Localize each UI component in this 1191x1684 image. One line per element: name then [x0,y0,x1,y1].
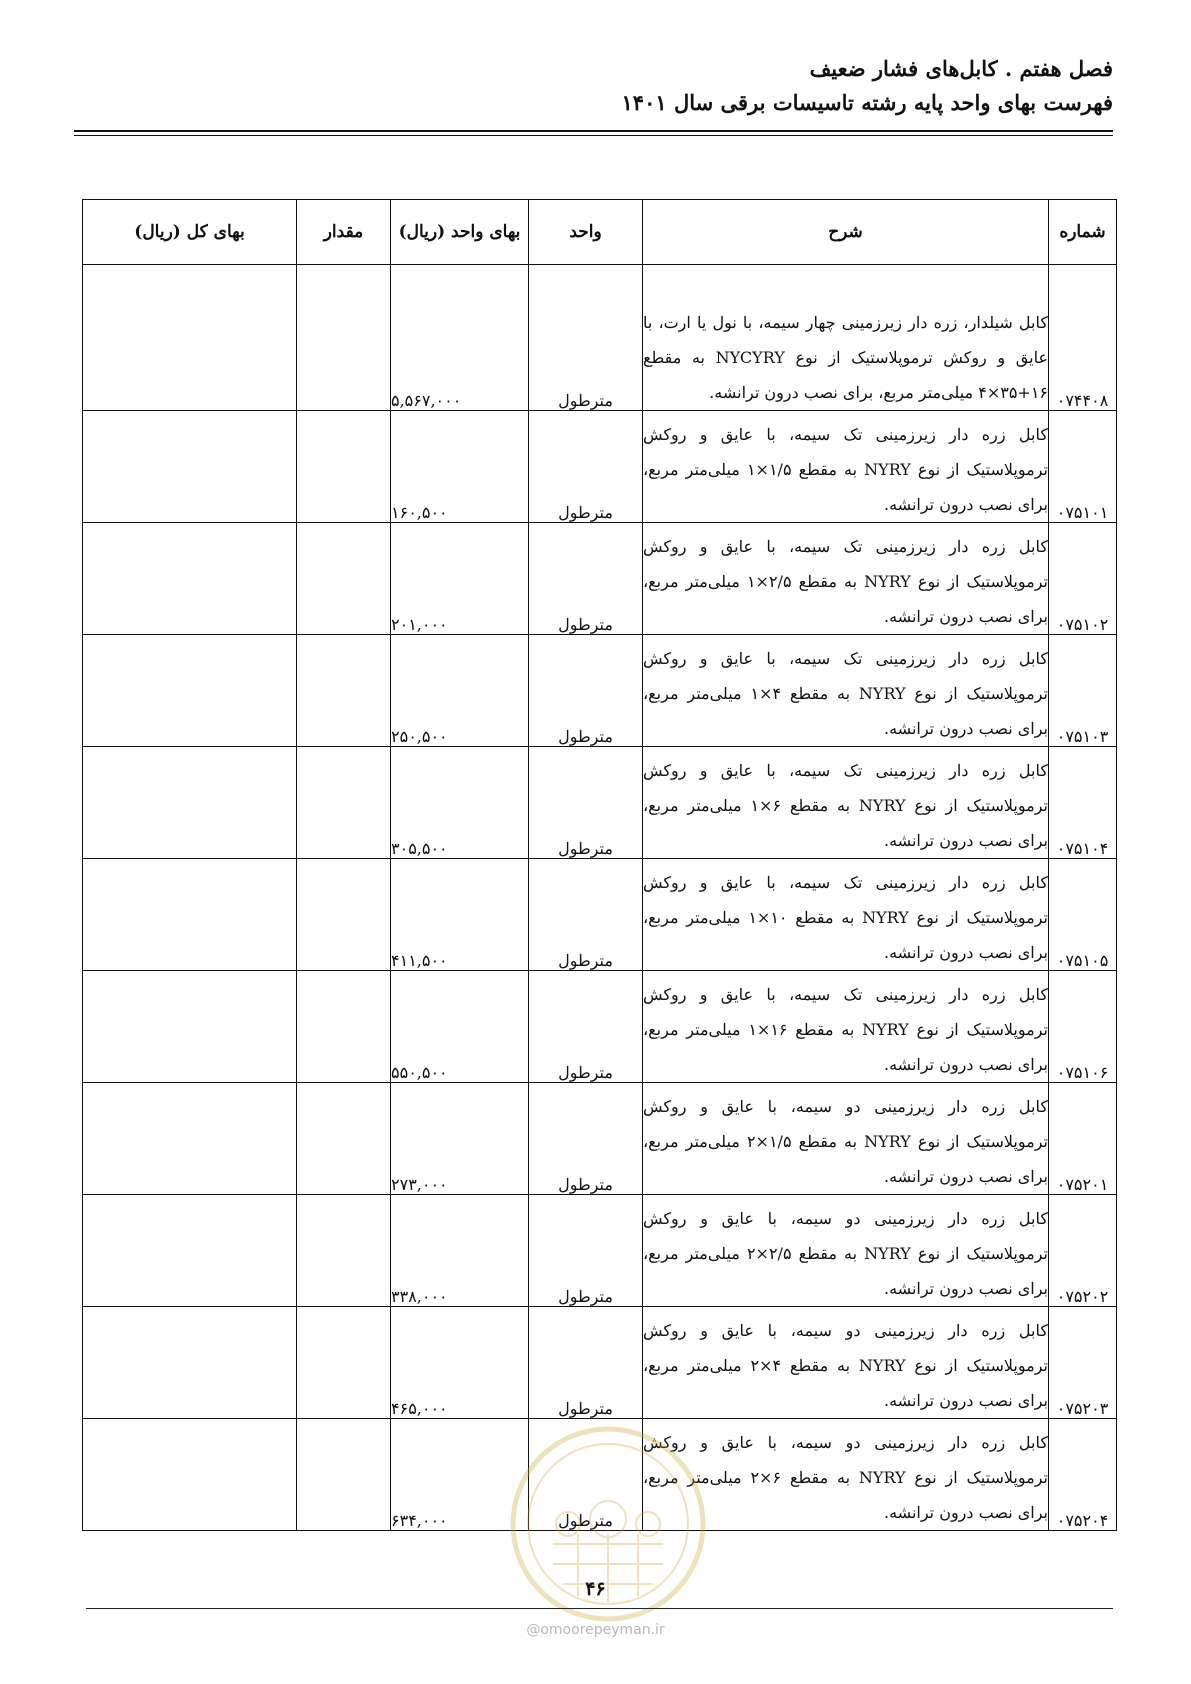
price-table [82,199,1117,1531]
header-rule-thick [74,130,1113,132]
header-rule-thin [74,135,1113,136]
item-total-price [83,747,297,859]
footer-rule [86,1608,1113,1609]
item-total-price [83,971,297,1083]
table-row [83,1083,1117,1195]
item-quantity [297,747,391,859]
item-unit: مترطول [529,635,643,747]
table-row [83,747,1117,859]
item-quantity [297,859,391,971]
item-description: کابل شیلدار، زره دار زیرزمینی چهار سیمه، با نول یا ارت، با عایق و روکش ترموپلاستیک از نوع NYCYRY به مقطع ۱۶+۳۵×۴ میلی‌متر مربع، برای نصب درون ترانشه. [643,265,1049,411]
item-unit: مترطول [529,1419,643,1531]
item-code: ۰۷۵۲۰۲ [1049,1195,1117,1307]
header-unit: واحد [529,200,643,265]
item-unit-price: ۶۳۴,۰۰۰ [391,1419,529,1531]
page-header [78,52,1113,120]
item-unit: مترطول [529,1307,643,1419]
item-total-price [83,1083,297,1195]
item-description: کابل زره دار زیرزمینی تک سیمه، با عایق و روکش ترموپلاستیک از نوع NYRY به مقطع ۴×۱ میلی‌متر مربع، برای نصب درون ترانشه. [643,635,1049,747]
item-code: ۰۷۵۲۰۳ [1049,1307,1117,1419]
header-quantity: مقدار [297,200,391,265]
item-total-price [83,1307,297,1419]
item-unit: مترطول [529,265,643,411]
item-unit-price: ۳۰۵,۵۰۰ [391,747,529,859]
item-unit: مترطول [529,859,643,971]
item-total-price [83,1419,297,1531]
table-row [83,635,1117,747]
table-row [83,1195,1117,1307]
watermark-text: @omoorepeyman.ir [526,1622,665,1638]
item-unit: مترطول [529,747,643,859]
item-unit: مترطول [529,971,643,1083]
item-code: ۰۷۵۱۰۵ [1049,859,1117,971]
item-unit-price: ۲۰۱,۰۰۰ [391,523,529,635]
item-total-price [83,859,297,971]
item-quantity [297,1083,391,1195]
item-code: ۰۷۵۱۰۳ [1049,635,1117,747]
item-code: ۰۷۵۲۰۴ [1049,1419,1117,1531]
header-description: شرح [643,200,1049,265]
item-quantity [297,523,391,635]
item-unit-price: ۵,۵۶۷,۰۰۰ [391,265,529,411]
item-quantity [297,411,391,523]
table-row [83,971,1117,1083]
item-quantity [297,265,391,411]
item-unit: مترطول [529,1195,643,1307]
item-description: کابل زره دار زیرزمینی دو سیمه، با عایق و روکش ترموپلاستیک از نوع NYRY به مقطع ۱/۵×۲ میلی‌متر مربع، برای نصب درون ترانشه. [643,1083,1049,1195]
item-total-price [83,523,297,635]
item-unit-price: ۱۶۰,۵۰۰ [391,411,529,523]
item-unit-price: ۳۳۸,۰۰۰ [391,1195,529,1307]
item-code: ۰۷۵۱۰۶ [1049,971,1117,1083]
item-unit: مترطول [529,411,643,523]
item-description: کابل زره دار زیرزمینی دو سیمه، با عایق و روکش ترموپلاستیک از نوع NYRY به مقطع ۴×۲ میلی‌متر مربع، برای نصب درون ترانشه. [643,1307,1049,1419]
item-quantity [297,1419,391,1531]
table-row [83,859,1117,971]
item-total-price [83,635,297,747]
item-description: کابل زره دار زیرزمینی تک سیمه، با عایق و روکش ترموپلاستیک از نوع NYRY به مقطع ۱۶×۱ میلی‌متر مربع، برای نصب درون ترانشه. [643,971,1049,1083]
item-unit-price: ۴۶۵,۰۰۰ [391,1307,529,1419]
item-code: ۰۷۴۴۰۸ [1049,265,1117,411]
table-row [83,411,1117,523]
item-unit: مترطول [529,1083,643,1195]
header-number: شماره [1049,200,1117,265]
item-quantity [297,1307,391,1419]
page-number: ۴۶ [585,1578,606,1600]
item-quantity [297,635,391,747]
table-row [83,265,1117,411]
item-unit-price: ۵۵۰,۵۰۰ [391,971,529,1083]
header-unit-price: بهای واحد (ریال) [391,200,529,265]
item-code: ۰۷۵۲۰۱ [1049,1083,1117,1195]
table-row [83,523,1117,635]
item-unit-price: ۲۵۰,۵۰۰ [391,635,529,747]
item-total-price [83,411,297,523]
item-code: ۰۷۵۱۰۱ [1049,411,1117,523]
item-code: ۰۷۵۱۰۲ [1049,523,1117,635]
item-quantity [297,1195,391,1307]
item-description: کابل زره دار زیرزمینی تک سیمه، با عایق و روکش ترموپلاستیک از نوع NYRY به مقطع ۶×۱ میلی‌متر مربع، برای نصب درون ترانشه. [643,747,1049,859]
item-description: کابل زره دار زیرزمینی تک سیمه، با عایق و روکش ترموپلاستیک از نوع NYRY به مقطع ۲/۵×۱ میلی‌متر مربع، برای نصب درون ترانشه. [643,523,1049,635]
header-total-price: بهای کل (ریال) [83,200,297,265]
chapter-title: فصل هفتم . کابل‌های فشار ضعیف [809,56,1113,81]
table-row [83,1307,1117,1419]
item-code: ۰۷۵۱۰۴ [1049,747,1117,859]
item-description: کابل زره دار زیرزمینی تک سیمه، با عایق و روکش ترموپلاستیک از نوع NYRY به مقطع ۱/۵×۱ میلی‌متر مربع، برای نصب درون ترانشه. [643,411,1049,523]
item-unit-price: ۲۷۳,۰۰۰ [391,1083,529,1195]
table-header-row [83,200,1117,265]
item-unit-price: ۴۱۱,۵۰۰ [391,859,529,971]
item-description: کابل زره دار زیرزمینی تک سیمه، با عایق و روکش ترموپلاستیک از نوع NYRY به مقطع ۱۰×۱ میلی‌متر مربع، برای نصب درون ترانشه. [643,859,1049,971]
item-total-price [83,265,297,411]
document-subtitle: فهرست بهای واحد پایه رشته تاسیسات برقی سال ۱۴۰۱ [621,90,1113,115]
item-total-price [83,1195,297,1307]
item-quantity [297,971,391,1083]
item-unit: مترطول [529,523,643,635]
item-description: کابل زره دار زیرزمینی دو سیمه، با عایق و روکش ترموپلاستیک از نوع NYRY به مقطع ۲/۵×۲ میلی‌متر مربع، برای نصب درون ترانشه. [643,1195,1049,1307]
item-description: کابل زره دار زیرزمینی دو سیمه، با عایق و روکش ترموپلاستیک از نوع NYRY به مقطع ۶×۲ میلی‌متر مربع، برای نصب درون ترانشه. [643,1419,1049,1531]
